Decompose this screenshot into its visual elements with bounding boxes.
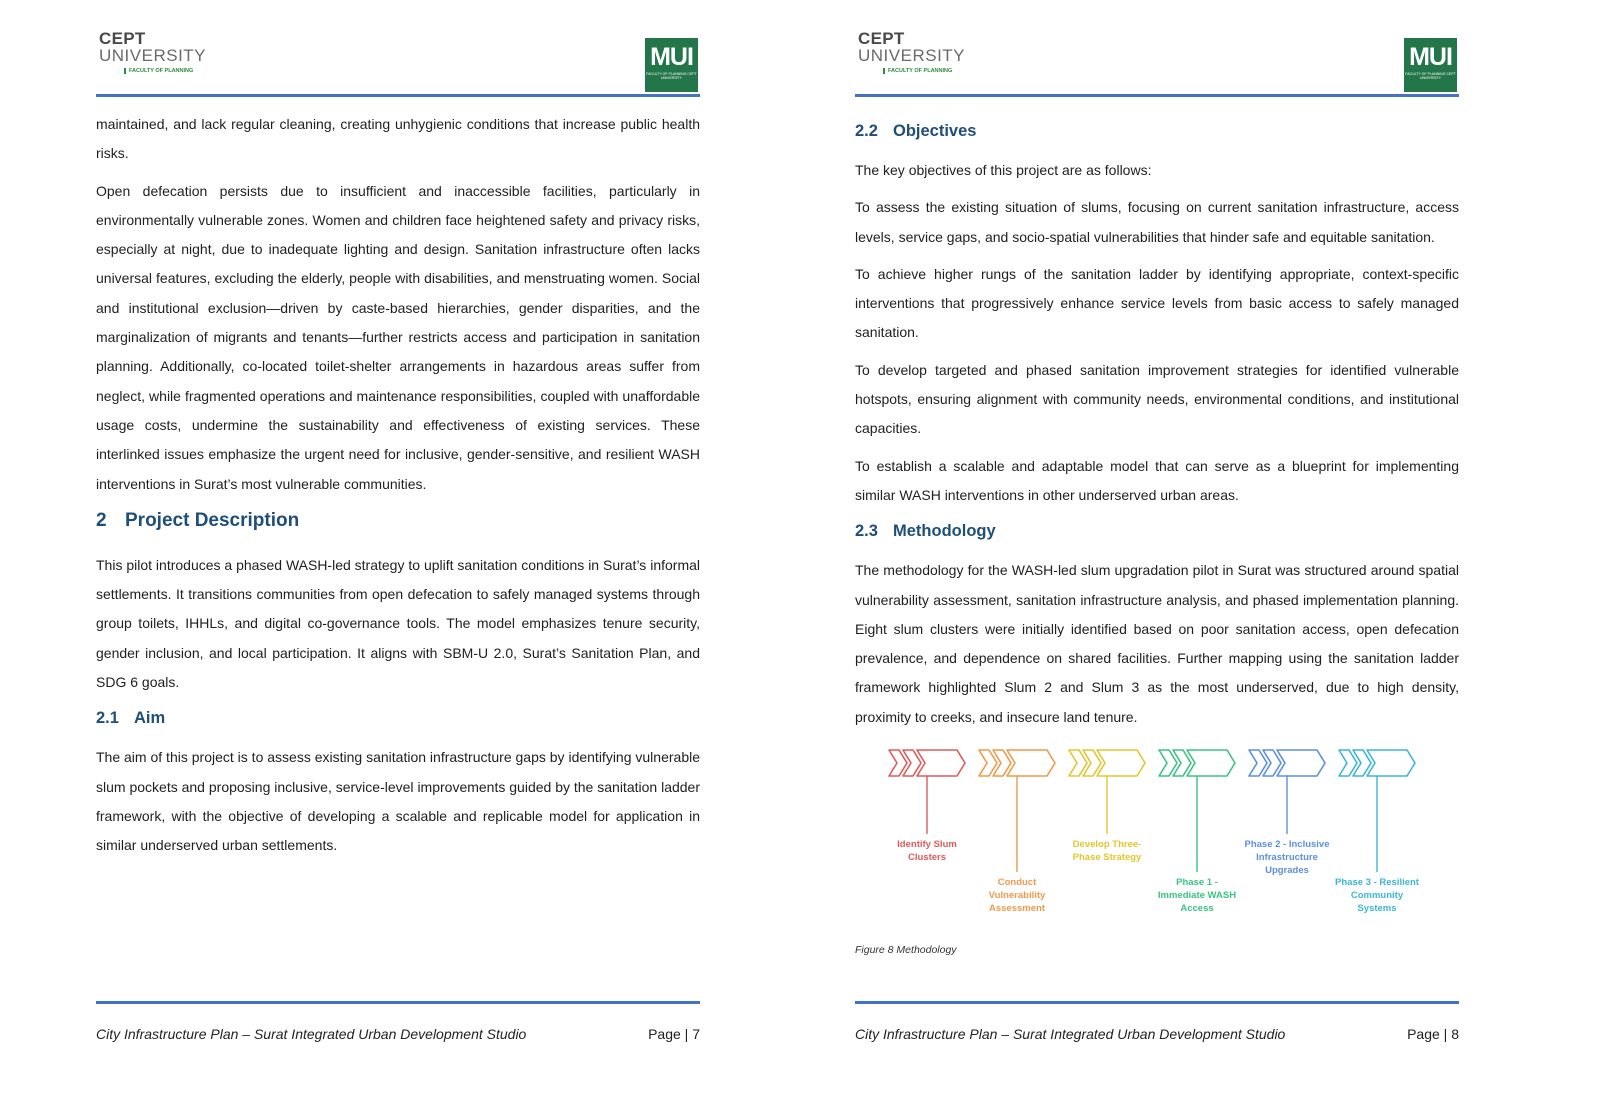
methodology-diagram (855, 740, 1459, 950)
section-title: Project Description (125, 509, 300, 531)
methodology-step-label: Phase 3 - Resilient Community Systems (1335, 877, 1419, 915)
cept-university-logo (858, 30, 968, 84)
cept-university-logo (99, 30, 209, 84)
chevron-arrow-icon (1337, 740, 1417, 878)
logo-text-cept: CEPT (99, 29, 146, 48)
paragraph: To assess the existing situation of slums, focusing on current sanitation infrastructure, access levels, service gaps, and socio-spatial vulnerabilities that hinder safe and equitable sanitation. (855, 199, 1459, 245)
chevron-arrow-icon (977, 740, 1057, 878)
section-number: 2.1 (96, 709, 119, 728)
page-body (96, 110, 700, 869)
mui-logo-text: MUI (1409, 43, 1452, 71)
document-page-8 (855, 0, 1459, 1119)
section-number: 2 (96, 509, 107, 531)
mui-logo-subtext: FACULTY OF PLANNING CEPT UNIVERSITY (1405, 72, 1456, 80)
mui-logo-subtext: FACULTY OF PLANNING CEPT UNIVERSITY (646, 72, 697, 80)
logo-text-faculty: FACULTY OF PLANNING (883, 68, 958, 74)
methodology-step-label: Identify Slum Clusters (897, 839, 957, 864)
document-page-7 (96, 0, 700, 1119)
mui-logo (645, 38, 698, 92)
methodology-step-label: Conduct Vulnerability Assessment (988, 877, 1046, 915)
methodology-step-label: Phase 1 - Immediate WASH Access (1157, 877, 1237, 915)
methodology-step (1067, 740, 1157, 864)
methodology-step (887, 740, 977, 864)
section-heading (96, 507, 700, 535)
paragraph: To establish a scalable and adaptable model that can serve as a blueprint for implementing similar WASH interventions in other underserved urban areas. (855, 457, 1459, 503)
methodology-step (1157, 740, 1247, 915)
logo-text-university: UNIVERSITY (99, 46, 207, 65)
section-title: Aim (134, 709, 166, 728)
footer-divider (855, 1001, 1459, 1004)
paragraph: The aim of this project is to assess existing sanitation infrastructure gaps by identifying vulnerable slum pockets and proposing inclusive, service-level improvements guided by the sanitation ladder framework, with the objective of developing a scalable and replicable model for application in similar underserved urban settlements. (96, 749, 700, 854)
section-number: 2.2 (855, 122, 878, 140)
paragraph: To develop targeted and phased sanitation improvement strategies for identified vulnerable hotspots, ensuring alignment with community needs, environmental conditions, and institutional capacities. (855, 361, 1459, 437)
page-number: Page | 7 (648, 1026, 700, 1042)
chevron-arrow-icon (1067, 740, 1147, 840)
mui-logo-text: MUI (650, 43, 693, 71)
footer-title: City Infrastructure Plan – Surat Integrated Urban Development Studio (855, 1026, 1286, 1042)
footer-title: City Infrastructure Plan – Surat Integrated Urban Development Studio (96, 1026, 527, 1042)
methodology-step-label: Develop Three-Phase Strategy (1072, 839, 1142, 864)
chevron-arrow-icon (1157, 740, 1237, 878)
logo-text-cept: CEPT (858, 29, 905, 48)
page-body (855, 112, 1459, 956)
paragraph: Open defecation persists due to insufficient and inaccessible facilities, particularly in environmentally vulnerable zones. Women and children face heightened safety and privacy risks, especially at night, due to inadequate lighting and design. Sanitation infrastructure often lacks universal features, excluding the elderly, people with disabilities, and menstruating women. Social and institutional exclusion—driven by caste-based hierarchies, gender disparities, and the marginalization of migrants and tenants—further restricts access and participation in sanitation planning. Additionally, co-located toilet-shelter arrangements in hazardous areas suffer from neglect, while fragmented operations and maintenance responsibilities, coupled with unaffordable usage costs, undermine the sustainability and effectiveness of existing services. These interlinked issues emphasize the urgent need for inclusive, gender-sensitive, and resilient WASH interventions in Surat’s most vulnerable communities. (96, 182, 700, 492)
page-number: Page | 8 (1407, 1026, 1459, 1042)
methodology-step-label: Phase 2 - Inclusive Infrastructure Upgrades (1244, 839, 1330, 877)
paragraph: To achieve higher rungs of the sanitation ladder by identifying appropriate, context-specific interventions that progressively enhance service levels from basic access to safely managed sanitation. (855, 265, 1459, 341)
logo-text-faculty: FACULTY OF PLANNING (124, 68, 199, 74)
figure-caption: Figure 8 Methodology (855, 944, 957, 957)
header-divider (855, 94, 1459, 97)
methodology-step (1244, 740, 1337, 877)
section-title: Objectives (893, 122, 977, 140)
paragraph: maintained, and lack regular cleaning, creating unhygienic conditions that increase public health risks. (96, 116, 700, 162)
methodology-step (977, 740, 1067, 915)
chevron-arrow-icon (1247, 740, 1327, 840)
header-divider (96, 94, 700, 97)
subsection-heading (855, 518, 1459, 544)
chevron-arrow-icon (887, 740, 967, 840)
paragraph: The key objectives of this project are as follows: (855, 162, 1152, 178)
section-title: Methodology (893, 522, 996, 541)
subsection-heading (855, 118, 1459, 144)
footer-divider (96, 1001, 700, 1004)
logo-text-university: UNIVERSITY (858, 46, 966, 65)
methodology-step (1335, 740, 1427, 915)
subsection-heading (96, 705, 700, 731)
section-number: 2.3 (855, 522, 878, 541)
mui-logo (1404, 38, 1457, 92)
paragraph: The methodology for the WASH-led slum upgradation pilot in Surat was structured around spatial vulnerability assessment, sanitation infrastructure analysis, and phased implementation planning. Eight slum clusters were initially identified based on poor sanitation access, open defecation prevalence, and dependence on shared facilities. Further mapping using the sanitation ladder framework highlighted Slum 2 and Slum 3 as the most underserved, due to high density, proximity to creeks, and insecure land tenure. (855, 562, 1459, 725)
paragraph: This pilot introduces a phased WASH-led strategy to uplift sanitation conditions in Surat’s informal settlements. It transitions communities from open defecation to safely managed systems through group toilets, IHHLs, and digital co-governance tools. The model emphasizes tenure security, gender inclusion, and local participation. It aligns with SBM-U 2.0, Surat’s Sanitation Plan, and SDG 6 goals. (96, 556, 700, 691)
